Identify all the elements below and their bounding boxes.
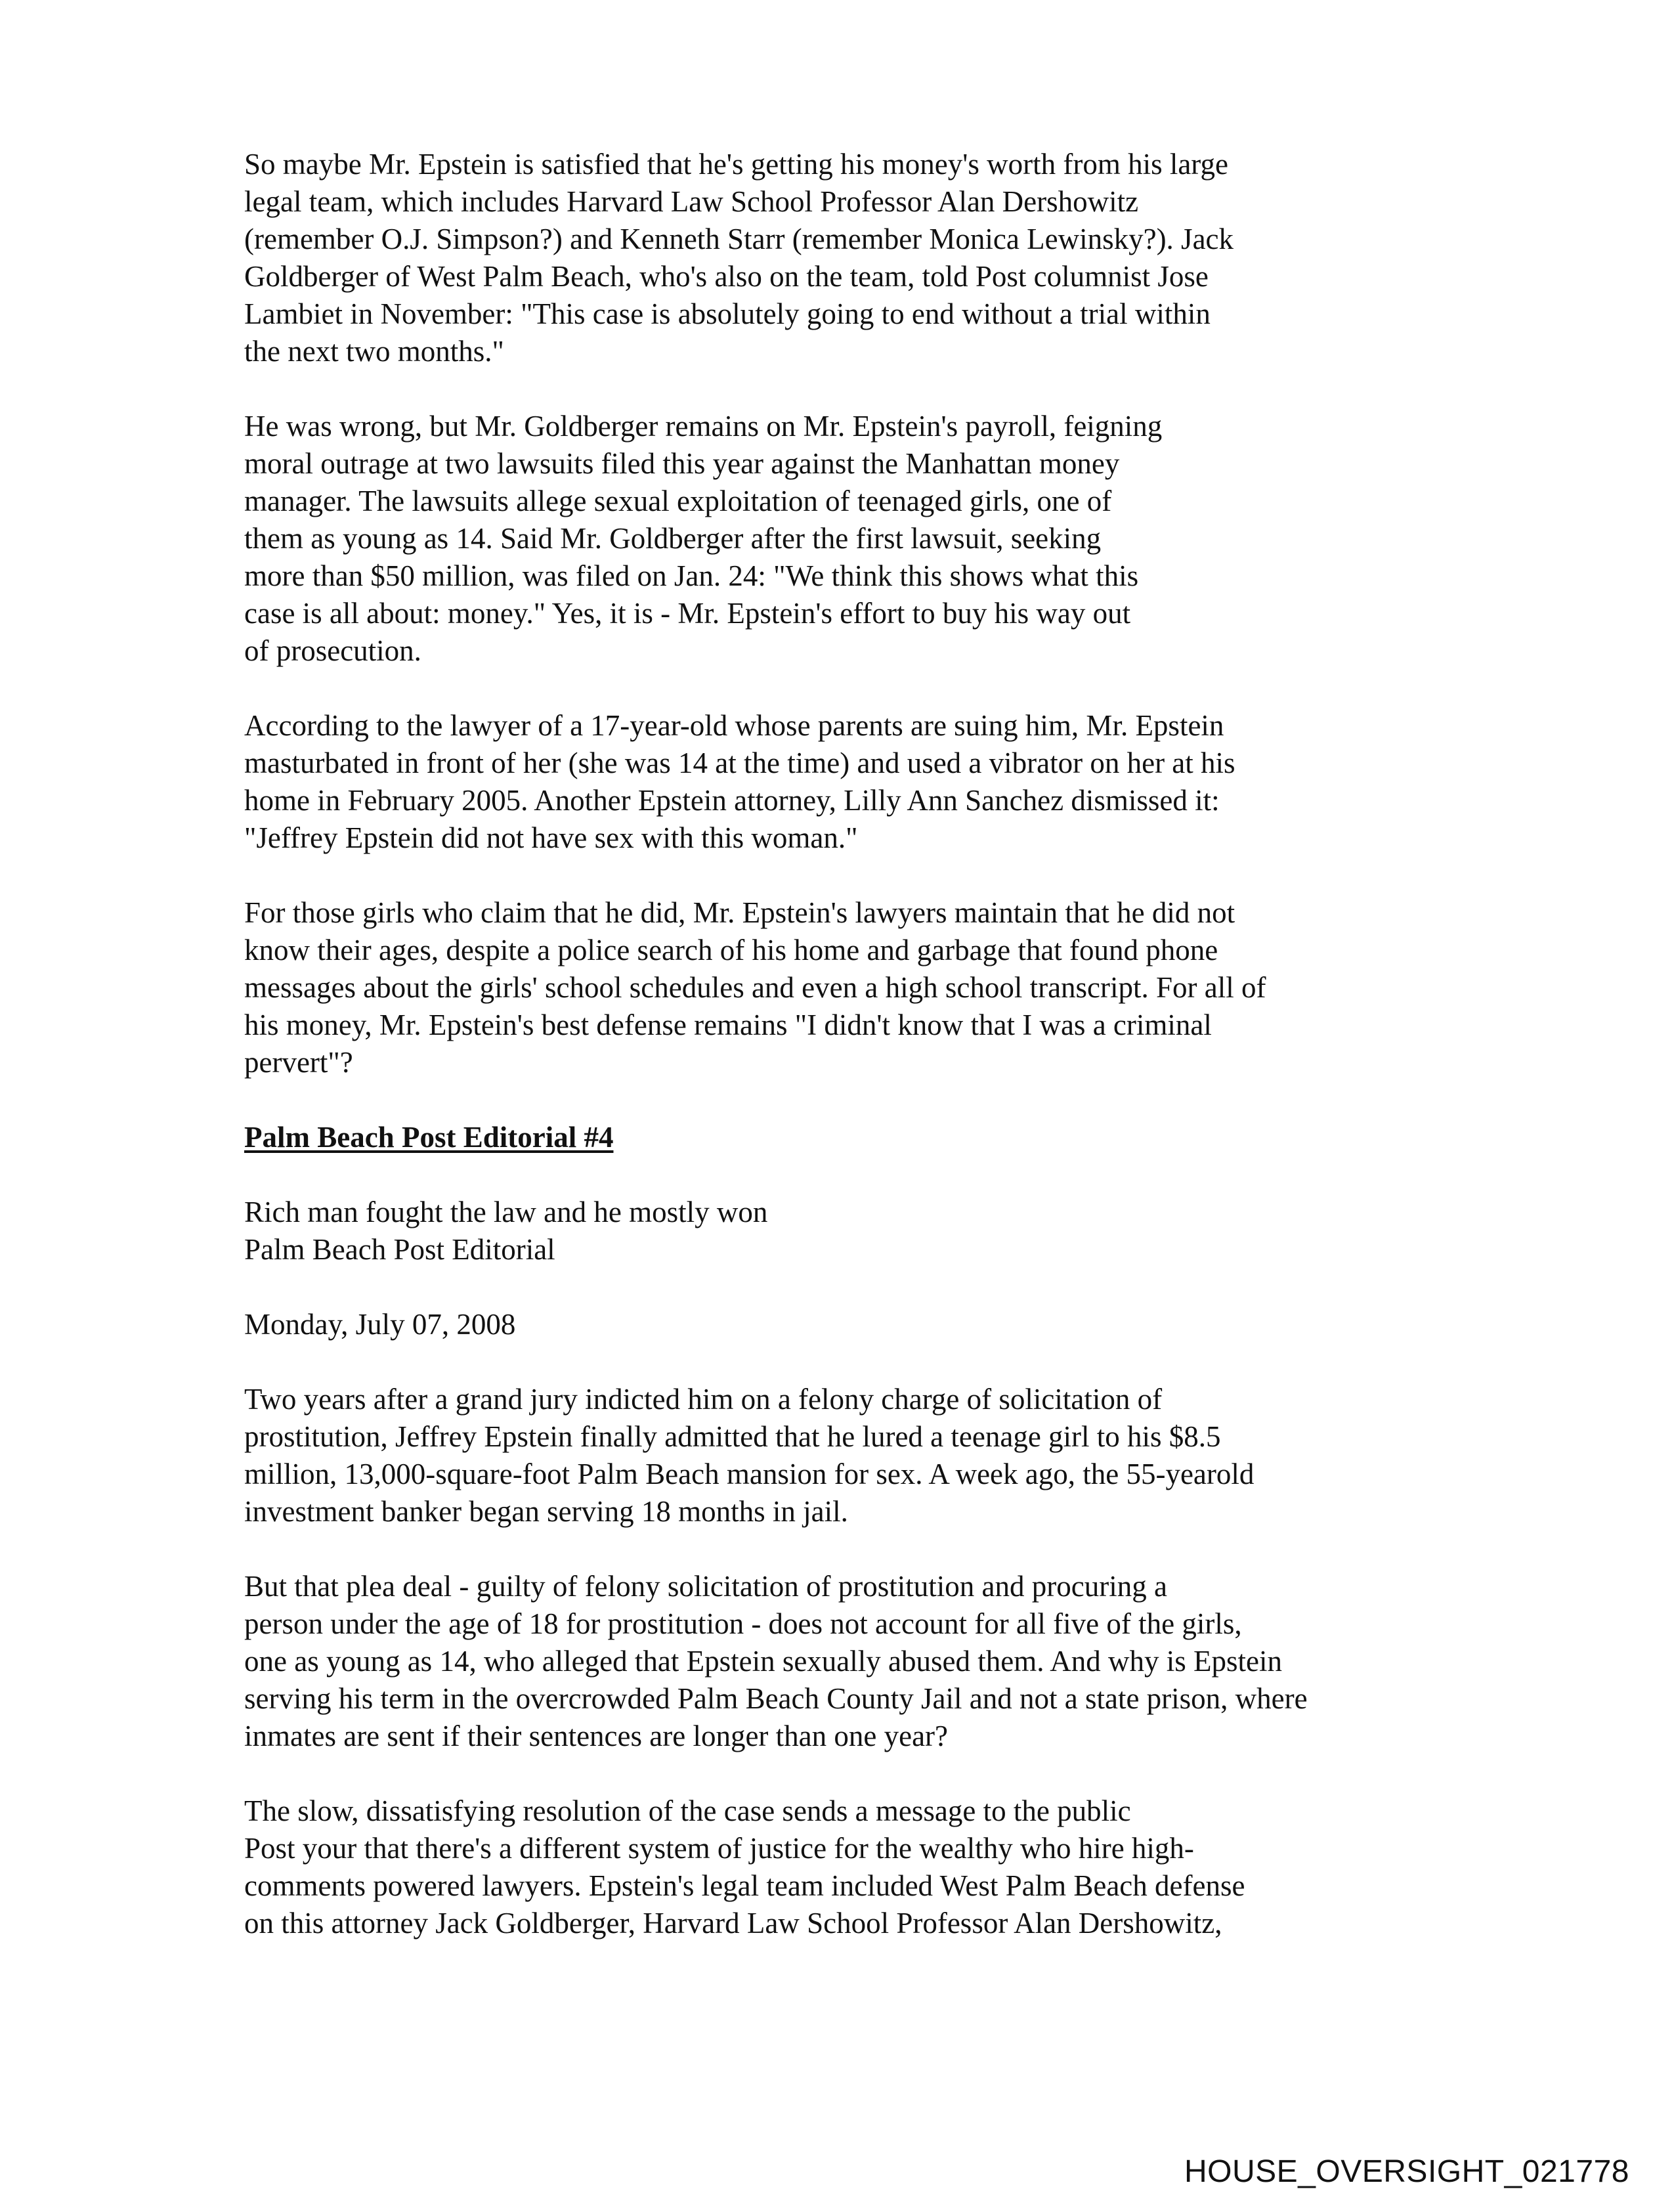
date-line: Monday, July 07, 2008	[244, 1308, 516, 1341]
text-line: According to the lawyer of a 17-year-old whose parents are suing him, Mr. Epstein	[244, 709, 1224, 742]
text-line: on this attorney Jack Goldberger, Harvard Law School Professor Alan Dershowitz,	[244, 1907, 1222, 1940]
text-line: prostitution, Jeffrey Epstein finally admitted that he lured a teenage girl to his $8.5	[244, 1420, 1221, 1453]
text-line: The slow, dissatisfying resolution of the case sends a message to the public	[244, 1794, 1131, 1827]
text-line: He was wrong, but Mr. Goldberger remains on Mr. Epstein's payroll, feigning	[244, 410, 1163, 443]
text-line: For those girls who claim that he did, Mr. Epstein's lawyers maintain that he did not	[244, 896, 1235, 929]
text-line: Post your that there's a different system of justice for the wealthy who hire high-	[244, 1832, 1194, 1865]
paragraph	[244, 408, 1505, 670]
text-line: the next two months."	[244, 335, 504, 368]
paragraph	[244, 894, 1505, 1081]
text-line: know their ages, despite a police search of his home and garbage that found phone	[244, 934, 1218, 966]
editorial-source: Palm Beach Post Editorial	[244, 1233, 555, 1266]
editorial-title: Rich man fought the law and he mostly won	[244, 1196, 768, 1228]
text-line: them as young as 14. Said Mr. Goldberger after the first lawsuit, seeking	[244, 522, 1102, 555]
text-line: one as young as 14, who alleged that Epstein sexually abused them. And why is Epstein	[244, 1645, 1282, 1678]
paragraph	[244, 146, 1505, 370]
text-line: of prosecution.	[244, 634, 421, 667]
section-heading: Palm Beach Post Editorial #4	[244, 1121, 614, 1154]
text-line: So maybe Mr. Epstein is satisfied that he's getting his money's worth from his large	[244, 148, 1228, 181]
text-line: more than $50 million, was filed on Jan. 24: "We think this shows what this	[244, 559, 1139, 592]
text-line: Lambiet in November: "This case is absolutely going to end without a trial within	[244, 297, 1211, 330]
paragraph	[244, 707, 1505, 857]
bates-number: HOUSE_OVERSIGHT_021778	[1184, 2154, 1629, 2189]
text-line: messages about the girls' school schedules and even a high school transcript. For all of	[244, 971, 1266, 1004]
text-line: home in February 2005. Another Epstein attorney, Lilly Ann Sanchez dismissed it:	[244, 784, 1220, 817]
text-line: person under the age of 18 for prostitution - does not account for all five of the girls,	[244, 1607, 1242, 1640]
text-line: his money, Mr. Epstein's best defense remains "I didn't know that I was a criminal	[244, 1008, 1212, 1041]
text-line: investment banker began serving 18 months in jail.	[244, 1495, 848, 1528]
text-line: case is all about: money." Yes, it is - Mr. Epstein's effort to buy his way out	[244, 597, 1131, 630]
editorial-title-block	[244, 1194, 1505, 1269]
text-line: masturbated in front of her (she was 14 at the time) and used a vibrator on her at his	[244, 747, 1235, 779]
text-line: million, 13,000-square-foot Palm Beach mansion for sex. A week ago, the 55-yearold	[244, 1458, 1255, 1490]
document-body	[244, 146, 1505, 1980]
text-line: legal team, which includes Harvard Law School Professor Alan Dershowitz	[244, 185, 1139, 218]
text-line: "Jeffrey Epstein did not have sex with this woman."	[244, 821, 858, 854]
text-line: comments powered lawyers. Epstein's legal team included West Palm Beach defense	[244, 1869, 1245, 1902]
text-line: pervert"?	[244, 1046, 353, 1079]
text-line: manager. The lawsuits allege sexual exploitation of teenaged girls, one of	[244, 485, 1112, 517]
text-line: inmates are sent if their sentences are longer than one year?	[244, 1720, 949, 1752]
text-line: Two years after a grand jury indicted him on a felony charge of solicitation of	[244, 1383, 1163, 1416]
text-line: (remember O.J. Simpson?) and Kenneth Starr (remember Monica Lewinsky?). Jack	[244, 223, 1234, 255]
text-line: serving his term in the overcrowded Palm Beach County Jail and not a state prison, where	[244, 1682, 1308, 1715]
text-line: moral outrage at two lawsuits filed this year against the Manhattan money	[244, 447, 1120, 480]
paragraph	[244, 1568, 1505, 1755]
text-line: But that plea deal - guilty of felony solicitation of prostitution and procuring a	[244, 1570, 1167, 1603]
editorial-date	[244, 1306, 1505, 1343]
paragraph	[244, 1381, 1505, 1530]
text-line: Goldberger of West Palm Beach, who's also on the team, told Post columnist Jose	[244, 260, 1209, 293]
paragraph	[244, 1792, 1505, 1942]
